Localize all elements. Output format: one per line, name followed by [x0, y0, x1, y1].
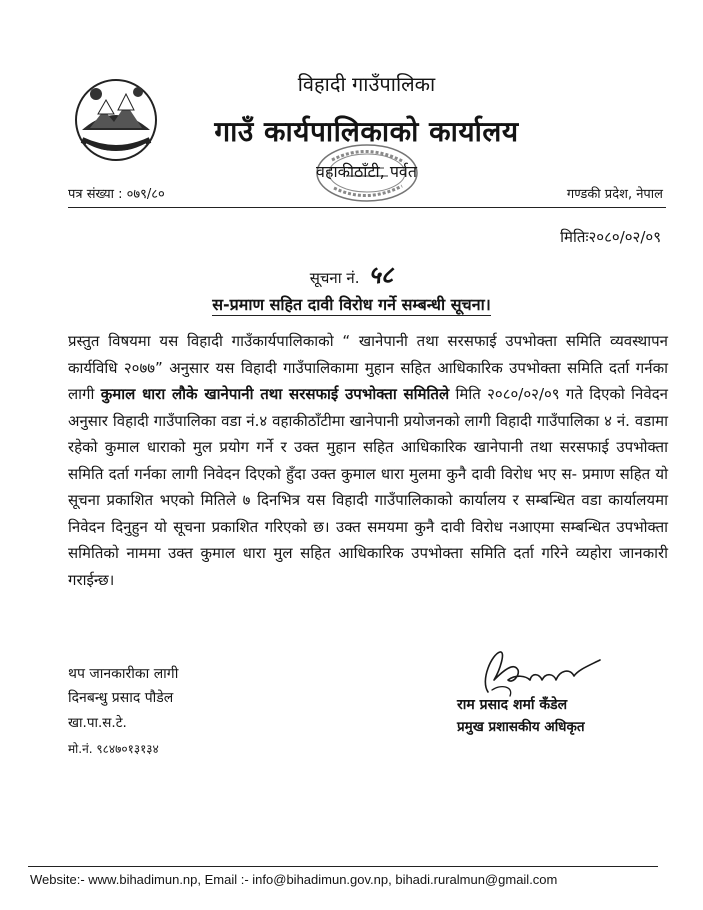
contact-name: दिनबन्धु प्रसाद पौडेल: [68, 690, 174, 706]
body-text-part-1: प्रस्तुत विषयमा यस विहादी गाउँकार्यपालिकाको “ खानेपानी तथा सरसफाई उपभोक्ता समिति व्यवस्थापन कार्यविधि २०७७” अनुसार यस विहादी गाउँपालिकामा मुहान सहित आधिकारिक उपभोक्ता समिति दर्ता गर्नका लागी: [68, 332, 668, 403]
footer-contact-info: Website:- www.bihadimun.np, Email :- info@bihadimun.gov.np, bihadi.ruralmun@gmail.com: [30, 872, 558, 887]
office-location: वहाकीठाँटी, पर्वत: [316, 162, 417, 181]
office-title: गाउँ कार्यपालिकाको कार्यालय: [214, 115, 519, 148]
letter-number: पत्र संख्या : ०७९/८०: [68, 187, 165, 202]
signer-name: राम प्रसाद शर्मा कँडेल: [457, 697, 568, 713]
notice-date: मितिः२०८०/०२/०९: [560, 228, 661, 246]
contact-phone: मो.नं. ९८४७०१३१३४: [68, 742, 159, 756]
notice-body: [68, 328, 668, 593]
notice-number: [0, 258, 703, 291]
notice-number-label: सूचना नं.: [309, 269, 360, 287]
notice-subject: [0, 293, 703, 315]
contact-designation: खा.पा.स.टे.: [68, 715, 127, 731]
body-text-part-2: मिति २०८०/०२/०९ गते दिएको निवेदन अनुसार विहादी गाउँपालिका वडा नं.४ वहाकीठाँटीमा खानेपानी प्रयोजनको लागी विहादी गाउँपालिका ४ नं. वडामा रहेको कुमाल धाराको मुल प्रयोग गर्ने र उक्त मुहान सहित आधिकारिक खानेपानी तथा सरसफाई उपभोक्ता समिति दर्ता गर्नका लागी निवेदन दिएको हुँदा उक्त कुमाल धारा मुलमा कुनै दावी विरोध भए स- प्रमाण सहित यो सूचना प्रकाशित भएको मितिले ७ दिनभित्र यस विहादी गाउँपालिकाको कार्यालय र सम्बन्धित वडा कार्यालयमा निवेदन दिनुहुन यो सूचना प्रकाशित गरिएको छ। उक्त समयमा कुनै दावी विरोध नआएमा सम्बन्धित उपभोक्ता समितिको नाममा उक्त कुमाल धारा मुल सहित आधिकारिक उपभोक्ता समिति दर्ता गरिने व्यहोरा जानकारी गराईन्छ।: [68, 385, 668, 589]
header-divider: [68, 207, 666, 208]
contact-heading: थप जानकारीका लागी: [68, 666, 179, 682]
handwritten-signature-icon: [470, 640, 610, 700]
body-text-bold: कुमाल धारा लौके खानेपानी तथा सरसफाई उपभोक्ता समितिले: [100, 385, 450, 403]
notice-subject-text: स-प्रमाण सहित दावी विरोध गर्ने सम्बन्धी सूचना।: [212, 295, 491, 314]
notice-number-value: ५८: [368, 260, 394, 289]
signer-title: प्रमुख प्रशासकीय अधिकृत: [457, 719, 585, 735]
province-name: गण्डकी प्रदेश, नेपाल: [566, 187, 663, 202]
org-name: विहादी गाउँपालिका: [297, 72, 436, 96]
footer-divider: [28, 866, 658, 867]
